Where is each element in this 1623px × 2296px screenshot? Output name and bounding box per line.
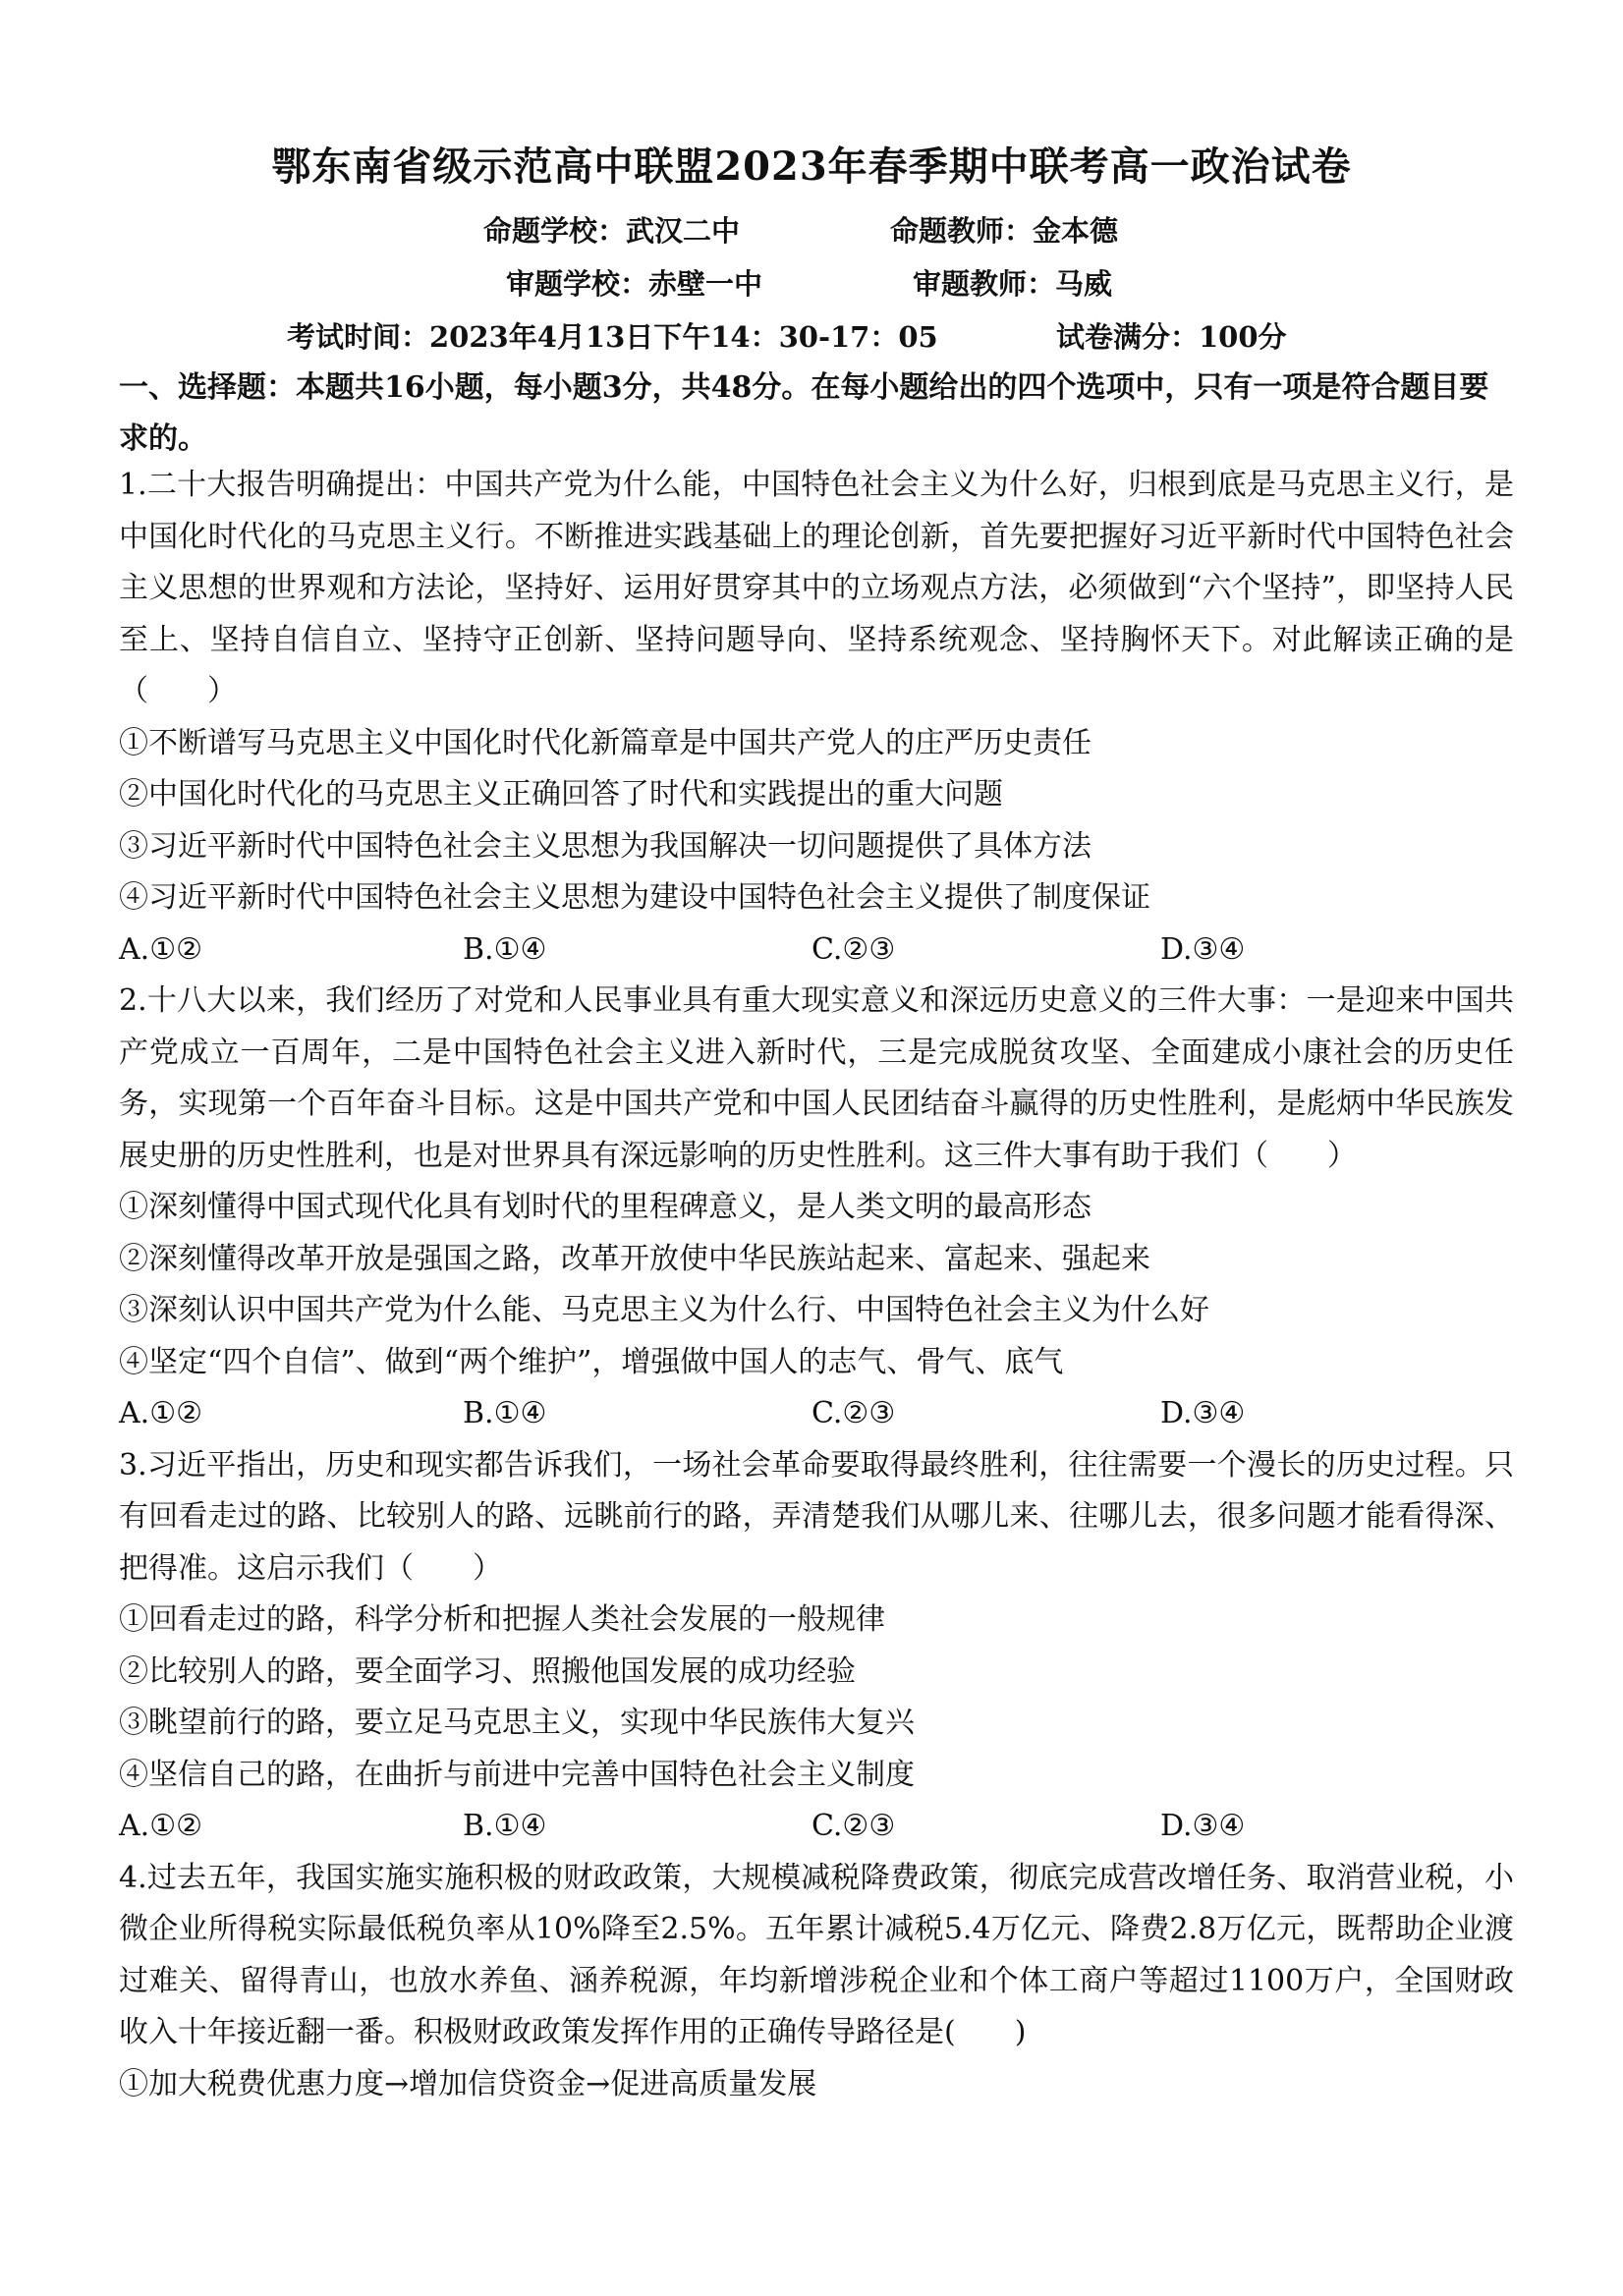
- option-4: ④习近平新时代中国特色社会主义思想为建设中国特色社会主义提供了制度保证: [119, 880, 1150, 915]
- option-2: ②中国化时代化的马克思主义正确回答了时代和实践提出的重大问题: [119, 777, 1003, 812]
- question-4: [119, 1853, 1514, 2111]
- reviewer-school: 审题学校：赤壁一中: [506, 267, 763, 301]
- question-3: [119, 1440, 1514, 1853]
- setter-school: 命题学校：武汉二中: [483, 214, 741, 248]
- answer-b: B.①④: [463, 931, 547, 967]
- answer-d: D.③④: [1160, 1809, 1246, 1843]
- option-3: ③深刻认识中国共产党为什么能、马克思主义为什么行、中国特色社会主义为什么好: [119, 1293, 1209, 1327]
- question-1: [119, 460, 1514, 976]
- option-2: ②比较别人的路，要全面学习、照搬他国发展的成功经验: [119, 1653, 856, 1689]
- option-4: ④坚信自己的路，在曲折与前进中完善中国特色社会主义制度: [119, 1757, 915, 1792]
- option-3: ③眺望前行的路，要立足马克思主义，实现中华民族伟大复兴: [119, 1706, 915, 1740]
- answer-choices: [119, 1388, 1514, 1440]
- answer-b: B.①④: [463, 1809, 547, 1843]
- option-4: ④坚定“四个自信”、做到“两个维护”，增强做中国人的志气、骨气、底气: [119, 1344, 1064, 1379]
- setter-teacher: 命题教师：金本德: [890, 214, 1119, 248]
- answer-choices: [119, 1801, 1514, 1853]
- option-2: ②深刻懂得改革开放是强国之路，改革开放使中华民族站起来、富起来、强起来: [119, 1241, 1150, 1276]
- question-stem: 4.过去五年，我国实施实施积极的财政政策，大规模减税降费政策，彻底完成营改增任务、取消营业税，小微企业所得税实际最低税负率从10%降至2.5%。五年累计减税5.4万亿元、降费2.8万亿元，既帮助企业渡过难关、留得青山，也放水养鱼、涵养税源，年均新增涉税企业和个体工商户等超过1100万户，全国财政收入十年接近翻一番。积极财政政策发挥作用的正确传导路径是( ): [119, 1860, 1514, 2049]
- answer-c: C.②③: [812, 1809, 896, 1843]
- option-3: ③习近平新时代中国特色社会主义思想为我国解决一切问题提供了具体方法: [119, 828, 1091, 864]
- question-stem: 1.二十大报告明确提出：中国共产党为什么能，中国特色社会主义为什么好，归根到底是马克思主义行，是中国化时代化的马克思主义行。不断推进实践基础上的理论创新，首先要把握好习近平新时代中国特色社会主义思想的世界观和方法论，坚持好、运用好贯穿其中的立场观点方法，必须做到“六个坚持”，即坚持人民至上、坚持自信自立、坚持守正创新、坚持问题导向、坚持系统观念、坚持胸怀天下。对此解读正确的是（ ）: [119, 468, 1514, 708]
- answer-a: A.①②: [119, 1396, 202, 1430]
- question-stem: 2.十八大以来，我们经历了对党和人民事业具有重大现实意义和深远历史意义的三件大事：一是迎来中国共产党成立一百周年，二是中国特色社会主义进入新时代，三是完成脱贫攻坚、全面建成小康社会的历史任务，实现第一个百年奋斗目标。这是中国共产党和中国人民团结奋斗赢得的历史性胜利，是彪炳中华民族发展史册的历史性胜利，也是对世界具有深远影响的历史性胜利。这三件大事有助于我们（ ）: [119, 983, 1514, 1173]
- option-1: ①不断谱写马克思主义中国化时代化新篇章是中国共产党人的庄严历史责任: [119, 725, 1091, 760]
- answer-a: A.①②: [119, 1809, 202, 1843]
- answer-d: D.③④: [1160, 1396, 1246, 1430]
- option-1: ①加大税费优惠力度→增加信贷资金→促进高质量发展: [119, 2066, 817, 2101]
- question-list: [119, 460, 1514, 2110]
- page-title: 鄂东南省级示范高中联盟2023年春季期中联考高一政治试卷: [271, 143, 1352, 190]
- question-2: [119, 976, 1514, 1440]
- option-1: ①回看走过的路，科学分析和把握人类社会发展的一般规律: [119, 1602, 885, 1637]
- answer-c: C.②③: [812, 931, 896, 967]
- answer-a: A.①②: [119, 931, 202, 967]
- full-score: 试卷满分：100分: [1056, 320, 1287, 354]
- option-1: ①深刻懂得中国式现代化具有划时代的里程碑意义，是人类文明的最高形态: [119, 1190, 1091, 1224]
- exam-time: 考试时间：2023年4月13日下午14：30-17：05: [287, 320, 938, 354]
- answer-choices: [119, 924, 1514, 977]
- answer-d: D.③④: [1160, 931, 1246, 967]
- question-stem: 3.习近平指出，历史和现实都告诉我们，一场社会革命要取得最终胜利，往往需要一个漫长的历史过程。只有回看走过的路、比较别人的路、远眺前行的路，弄清楚我们从哪儿来、往哪儿去，很多问题才能看得深、把得准。这启示我们（ ）: [119, 1447, 1514, 1586]
- answer-b: B.①④: [463, 1396, 547, 1430]
- section-heading: 一、选择题：本题共16小题，每小题3分，共48分。在每小题给出的四个选项中，只有一项是符合题目要求的。: [119, 370, 1489, 456]
- reviewer-teacher: 审题教师：马威: [913, 267, 1113, 301]
- answer-c: C.②③: [812, 1396, 896, 1430]
